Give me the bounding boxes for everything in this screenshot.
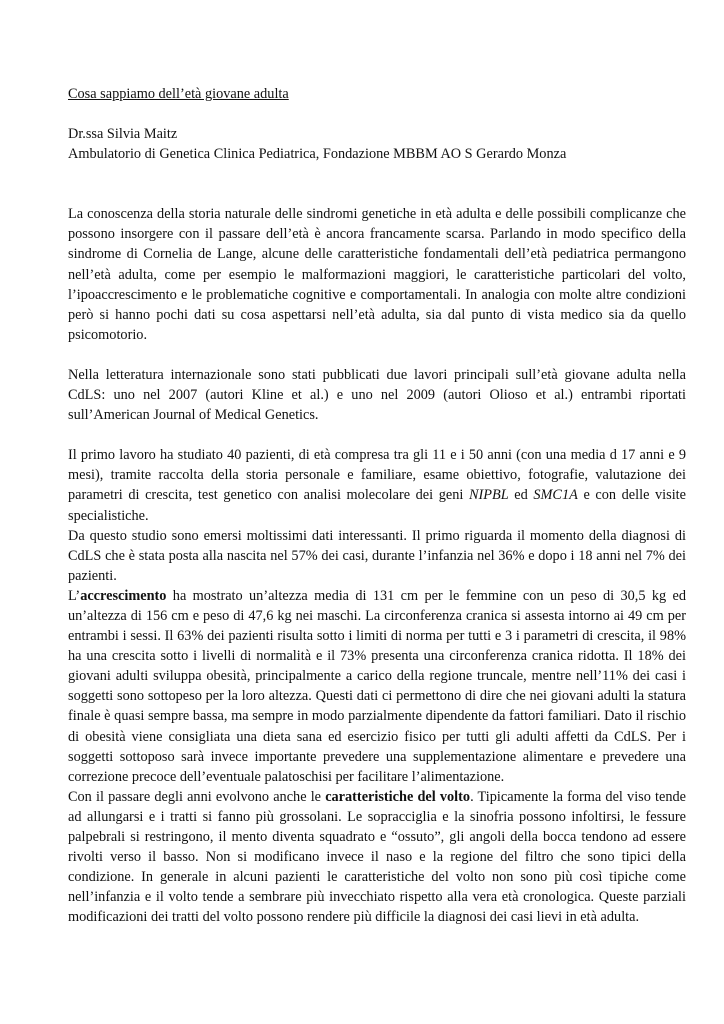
text-segment: . Tipicamente la forma del viso tende ad allungarsi e i tratti si fanno più grossolani. Le sopracciglia e la sinofria possono infoltirsi, le fessure palpebrali si restringono, il mento diventa squadrato e “ossuto”, gli angoli della bocca tendono ad essere rivolti verso il basso. Non si modificano invece il naso e la regione del filtro che sono tipici della condizione. In generale in alcuni pazienti le caratteristiche del volto non sono più così tipiche come nell’infanzia e il volto tende a sembrare più invecchiato rispetto alla vera età cronologica. Queste parziali modificazioni dei tratti del volto possono rendere più difficile la diagnosi dei casi lievi in età adulta. [68,788,687,926]
gene-name-smc1a: SMC1A [533,487,578,504]
paragraph-first-study [68,445,686,525]
paragraph-facial-features [68,787,686,928]
author-name: Dr.ssa Silvia Maitz [68,126,178,143]
text-segment: e con delle visite specialistiche. [68,487,686,524]
paragraph-intro: La conoscenza della storia naturale delle sindromi genetiche in età adulta e delle possibili complicanze che possono insorgere con il passare dell’età è ancora francamente scarsa. Parlando in modo specifico della sindrome di Cornelia de Lange, alcune delle caratteristiche fondamentali dell’età pediatrica permangono nell’età adulta, come per esempio le malformazioni maggiori, le caratteristiche particolari del volto, l’ipoaccrescimento e le problematiche cognitive e comportamentali. In analogia con molte altre condizioni però si hanno pochi dati su cosa aspettarsi nell’età adulta, sia dal punto di vista medico sia da quello psicomotorio. [68,206,686,343]
bold-term-facial-features: caratteristiche del volto [325,788,471,805]
text-segment: Con il passare degli anni evolvono anche le [68,788,326,805]
text-segment: ed [508,487,534,504]
document-title: Cosa sappiamo dell’età giovane adulta [68,86,289,102]
gene-name-nipbl: NIPBL [468,487,509,504]
text-segment: ha mostrato un’altezza media di 131 cm per le femmine con un peso di 30,5 kg ed un’altezza di 156 cm e peso di 47,6 kg nei maschi. La circonferenza cranica si assesta intorno ai 49 cm per entrambi i sessi. Il 63% dei pazienti risulta sotto i limiti di norma per tutti e 3 i parametri di crescita, il 98% ha una crescita sotto i livelli di normalità e il 73% presenta una circonferenza cranica ridotta. Il 18% dei giovani adulti sviluppa obesità, principalmente a carico della regione truncale, mentre nell’11% dei casi i soggetti sono sottopeso per la loro altezza. Questi dati ci permettono di dire che nei giovani adulti la statura finale è quasi sempre bassa, ma sempre in modo parzialmente dipendente da fattori familiari. Dato il rischio di obesità viene consigliata una dieta sana ed esercizio fisico per tutti gli adulti affetti da CdLS. Per i soggetti sottoposo sarà invece importante prevedere una supplementazione alimentare e prevedere una correzione precoce dell’eventuale palatoschisi per facilitare l’alimentazione. [68,587,686,785]
author-block [68,124,686,164]
paragraph-growth [68,586,686,787]
text-segment: Il primo lavoro ha studiato 40 pazienti, di età compresa tra gli 11 e i 50 anni (con una media d 17 anni e 9 mesi), tramite raccolta della storia personale e familiare, esame obiettivo, fotografie, valutazione dei parametri di crescita, test genetico con analisi molecolare dei geni [68,447,686,504]
bold-term-growth: accrescimento [80,587,167,604]
author-affiliation: Ambulatorio di Genetica Clinica Pediatrica, Fondazione MBBM AO S Gerardo Monza [68,146,567,163]
text-segment: L’ [68,587,81,604]
paragraph-diagnosis: Da questo studio sono emersi moltissimi dati interessanti. Il primo riguarda il momento della diagnosi di CdLS che è stata posta alla nascita nel 57% dei casi, durante l’infanzia nel 36% e dopo i 18 anni nel 7% dei pazienti. [68,527,686,584]
paragraph-literature: Nella letteratura internazionale sono stati pubblicati due lavori principali sull’età giovane adulta nella CdLS: uno nel 2007 (autori Kline et al.) e uno nel 2009 (autori Olioso et al.) entrambi riportati sull’American Journal of Medical Genetics. [68,366,686,424]
